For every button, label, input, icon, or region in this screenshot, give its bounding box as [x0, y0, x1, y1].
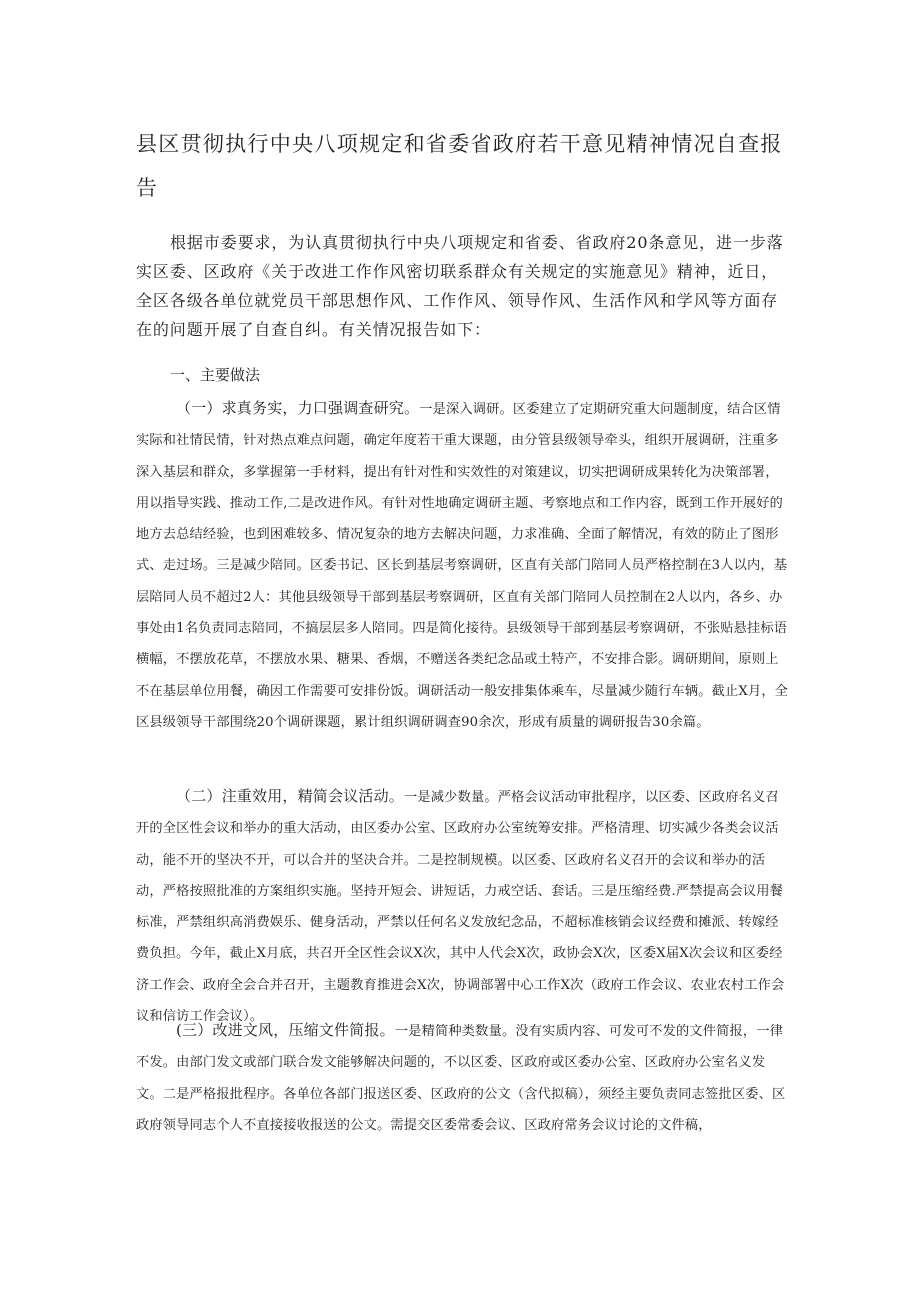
section-heading: 一、主要做法: [170, 366, 261, 384]
paragraph-subtitle: (三）改进文风，压缩文件简报。: [176, 1021, 395, 1039]
paragraph-body: 一是减少数量。严格会议活动审批程序，以区委、区政府名义召开的全区性会议和举办的重大活动，由区委办公室、区政府办公室统筹安排。严格清理、切实减少各类会议活动，能不开的坚决不开，可以合并的坚决合并。二是控制规模。以区委、区政府名义召开的会议和举办的活动，严格按照批准的方案组织实施。坚持开短会、讲短话，力戒空话、套话。三是压缩经费.严禁提高会议用餐标准，严禁组织高消费娱乐、健身活动，严禁以任何名义发放纪念品，不超标准核销会议经费和摊派、转嫁经费负担。今年，截止X月底，共召开全区性会议X次，其中人代会X次，政协会X次，区委X届X次会议和区委经济工作会、政府全会合并召开，主题教育推进会X次，协调部署中心工作X次（政府工作会议、农业农村工作会议和信访工作会议）。: [136, 790, 785, 1025]
paragraph-subtitle: （二）注重效用，精简会议活动。: [176, 787, 405, 805]
paragraph-research: [136, 393, 791, 738]
intro-paragraph: 根据市委要求，为认真贯彻执行中央八项规定和省委、省政府20条意见，进一步落实区委、区政府《关于改进工作作风密切联系群众有关规定的实施意见》精神，近日，全区各级各单位就党员干部思想作风、工作作风、领导作风、生活作风和学风等方面存在的问题开展了自查自纠。有关情况报告如下：: [136, 233, 784, 339]
paragraph-subtitle: （一）求真务实，力口强调查研究。: [176, 399, 420, 417]
paragraph-meetings: [136, 781, 791, 1032]
paragraph-body: 一是深入调研。区委建立了定期研究重大问题制度，结合区情实际和社情民情，针对热点难点问题，确定年度若干重大课题，由分管县级领导牵头，组织开展调研，注重多深入基层和群众，多掌握第一手材料，提出有针对性和实效性的对策建议，切实把调研成果转化为决策部署，用以指导实践、推动工作,二是改进作风。有针对性地确定调研主题、考察地点和工作内容，既到工作开展好的地方去总结经验，也到困难较多、情况复杂的地方去解决问题，力求准确、全面了解情况，有效的防止了图形式、走过场。三是减少陪同。区委书记、区长到基层考察调研，区直有关部门陪同人员严格控制在3人以内，基层陪同人员不超过2人：其他县级领导干部到基层考察调研，区直有关部门陪同人员控制在2人以内，各乡、办事处由1名负责同志陪同，不搞层层多人陪同。四是简化接待。县级领导干部到基层考察调研，不张贴悬挂标语横幅，不摆放花草，不摆放水果、糖果、香烟，不赠送各类纪念品或土特产，不安排合影。调研期间，原则上不在基层单位用餐，确因工作需要可安排份饭。调研活动一般安排集体乘车，尽量减少随行车辆。截止X月，全区县级领导干部围绕20个调研课题，累计组织调研调查90余次，形成有质量的调研报告30余篇。: [136, 402, 789, 730]
paragraph-documents: [136, 1015, 791, 1141]
document-title: 县区贯彻执行中央八项规定和省委省政府若干意见精神情况自查报告: [136, 132, 783, 200]
paragraph-body: 一是精简种类数量。没有实质内容、可发可不发的文件简报，一律不发。由部门发文或部门联合发文能够解决问题的，不以区委、区政府或区委办公室、区政府办公室名义发文。二是严格报批程序。各单位各部门报送区委、区政府的公文（含代拟稿），须经主要负责同志签批区委、区政府领导同志个人不直接接收报送的公文。需提交区委常委会议、区政府常务会议讨论的文件稿，: [136, 1024, 786, 1133]
